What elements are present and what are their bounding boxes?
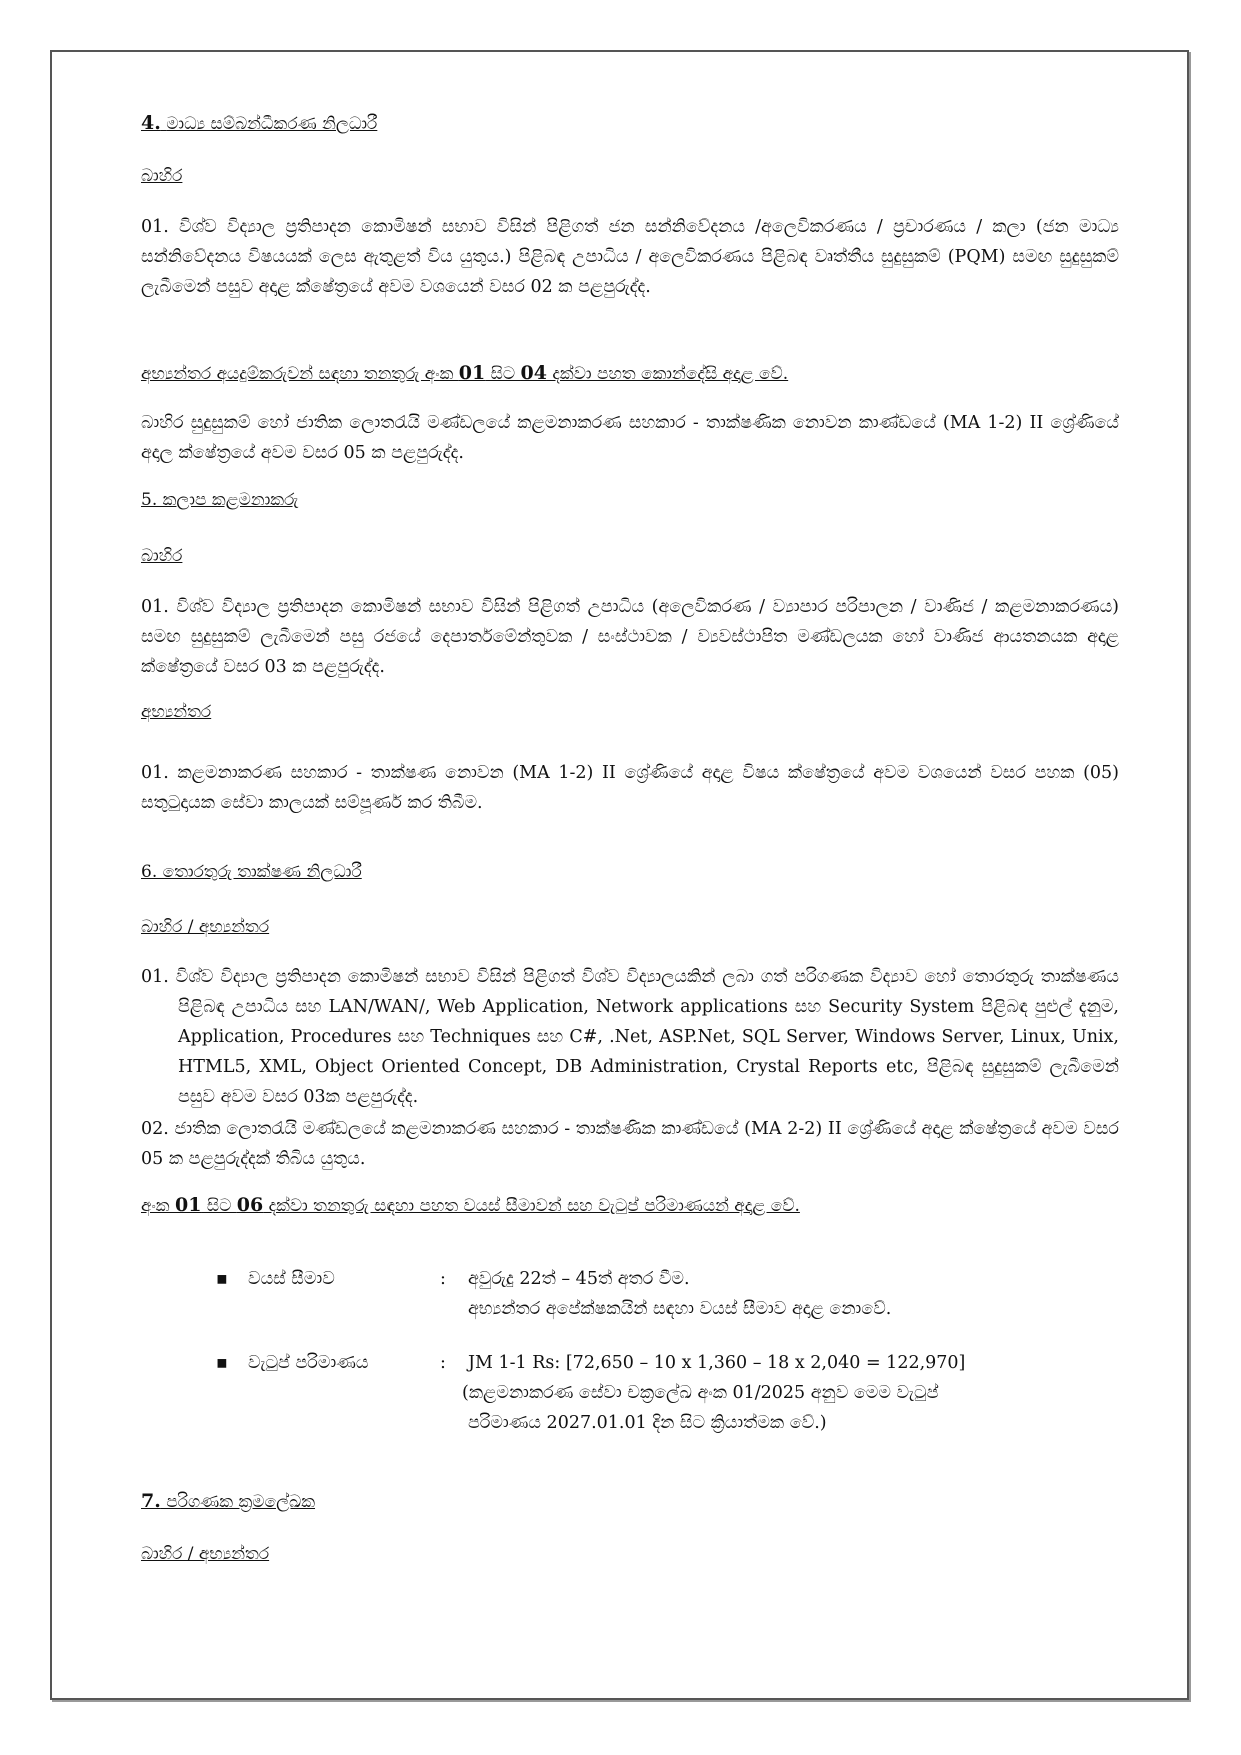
section-4-internal-heading: අභ්‍යන්තර අයදුම්කරුවන් සඳහා තනතුරු අංක 01 සිට 04 දක්වා පහත කොන්දේසි අදාළ වේ. <box>141 362 789 384</box>
section-4-external-label: බාහිර <box>141 166 183 186</box>
age-salary-heading: අංක 01 සිට 06 දක්වා තනතුරු සඳහා පහත වයස් සීමාවන් සහ වැටුප් පරිමාණයන් අදාළ වේ. <box>141 1194 800 1216</box>
section-5-external-label: බාහිර <box>141 546 183 566</box>
section-5-internal-para: 01. කළමනාකරණ සහකාර - තාක්ෂණ නොවන (MA 1-2) II ශ්‍රේණියේ අදාළ විෂය ක්ෂේත්‍රයේ අවම වශයෙන් වසර පහක (05) සතුටුදායක සේවා කාලයක් සම්පූර්ණ කර තිබීම. <box>141 763 1119 813</box>
section-5-external-para: 01. විශ්ව විද්‍යාල ප්‍රතිපාදන කොමිෂන් සභාව විසින් පිළිගත් උපාධිය (අලෙවිකරණ / ව්‍යාපාර පරිපාලන / වාණිජ / කළමනාකරණය) සමඟ සුදුසුකම් ලැබීමෙන් පසු රජයේ දෙපාර්තමේන්තුවක / සංස්ථාවක / ව්‍යවස්ථාපිත මණ්ඩලයක හෝ වාණිජ ආයතනයක අදාළ ක්ෂේත්‍රයේ වසර 03 ක පළපුරුද්ද. <box>141 597 1119 677</box>
colon: : <box>440 1269 446 1289</box>
section-7-heading: 7. පරිගණක ක්‍රමලේඛක <box>141 1490 316 1512</box>
age-limit-value: අවුරුදු 22ත් – 45ත් අතර වීම. අභ්‍යන්තර අපේක්ෂකයින් සඳහා වයස් සීමාව අදාළ නොවේ. <box>468 1269 892 1319</box>
section-4-internal-para: බාහිර සුදුසුකම් හෝ ජාතික ලොතරැයි මණ්ඩලයේ කළමනාකරණ සහකාර - තාක්ෂණික නොවන කාණ්ඩයේ (MA 1-2) II ශ්‍රේණියේ අදාල ක්ෂේත්‍රයේ අවම වසර 05 ක පළපුරුද්ද. <box>141 413 1119 463</box>
section-4-external-para: 01. විශ්ව විද්‍යාල ප්‍රතිපාදන කොමිෂන් සභාව විසින් පිළිගත් ජන සන්නිවේදනය /අලෙවිකරණය / ප්‍රචාරණය / කලා (ජන මාධ්‍ය සන්නිවේදනය විෂයයක් ලෙස ඇතුළත් විය යුතුය.) පිළිබඳ උපාධිය / අලෙවිකරණය පිළිබඳ වෘත්තීය සුදුසුකම් (PQM) සමඟ සුදුසුකම් ලැබීමෙන් පසුව අදාළ ක්ෂේත්‍රයේ අවම වශයෙන් වසර 02 ක පළපුරුද්ද. <box>141 217 1119 297</box>
bullet-icon: ▪ <box>216 1269 228 1289</box>
colon: : <box>440 1353 446 1373</box>
section-5-heading: 5. කලාප කළමනාකරු <box>141 490 299 510</box>
section-6-heading: 6. තොරතුරු තාක්ෂණ නිලධාරී <box>141 862 362 882</box>
section-6-para-2: 02. ජාතික ලොතරැයි මණ්ඩලයේ කළමනාකරණ සහකාර - තාක්ෂණික කාණ්ඩයේ (MA 2-2) II ශ්‍රේණියේ අදාළ ක්ෂේත්‍රයේ අවම වසර 05 ක පළපුරුද්දක් තිබිය යුතුය. <box>141 1119 1119 1169</box>
section-4-heading: 4. මාධ්‍ය සම්බන්ධීකරණ නිලධාරී <box>141 112 378 134</box>
salary-scale-label: වැටුප් පරිමාණය <box>248 1353 369 1373</box>
salary-scale-value: JM 1-1 Rs: [72,650 – 10 x 1,360 – 18 x 2,040 = 122,970] (කළමනාකරණ සේවා චක්‍රලේඛ අංක 01/2025 අනුව මෙම වැටුප් පරිමාණය 2027.01.01 දින සිට ක්‍රියාත්මක වේ.) <box>462 1353 966 1433</box>
section-5-internal-label: අභ්‍යන්තර <box>141 702 212 722</box>
section-7-label: බාහිර / අභ්‍යන්තර <box>141 1544 270 1564</box>
bullet-icon: ▪ <box>216 1353 228 1373</box>
section-6-para-1: 01. විශ්ව විද්‍යාල ප්‍රතිපාදන කොමිෂන් සභාව විසින් පිළිගත් විශ්ව විද්‍යාලයකින් ලබා ගත් පරිගණක විද්‍යාව හෝ තොරතුරු තාක්ෂණය පිළිබඳ උපාධිය සහ LAN/WAN/, Web Application, Network applications සහ Security System පිළිබඳ පුළුල් දැනුම, Application, Procedures සහ Techniques සහ C#, .Net, ASP.Net, SQL Server, Windows Server, Linux, Unix, HTML5, XML, Object Oriented Concept, DB Administration, Crystal Reports etc, පිළිබඳ සුදුසුකම් ලැබීමෙන් පසුව අවම වසර 03ක පළපුරුද්ද. <box>141 967 1119 1107</box>
age-limit-label: වයස් සීමාව <box>248 1269 335 1289</box>
section-6-label: බාහිර / අභ්‍යන්තර <box>141 917 270 937</box>
